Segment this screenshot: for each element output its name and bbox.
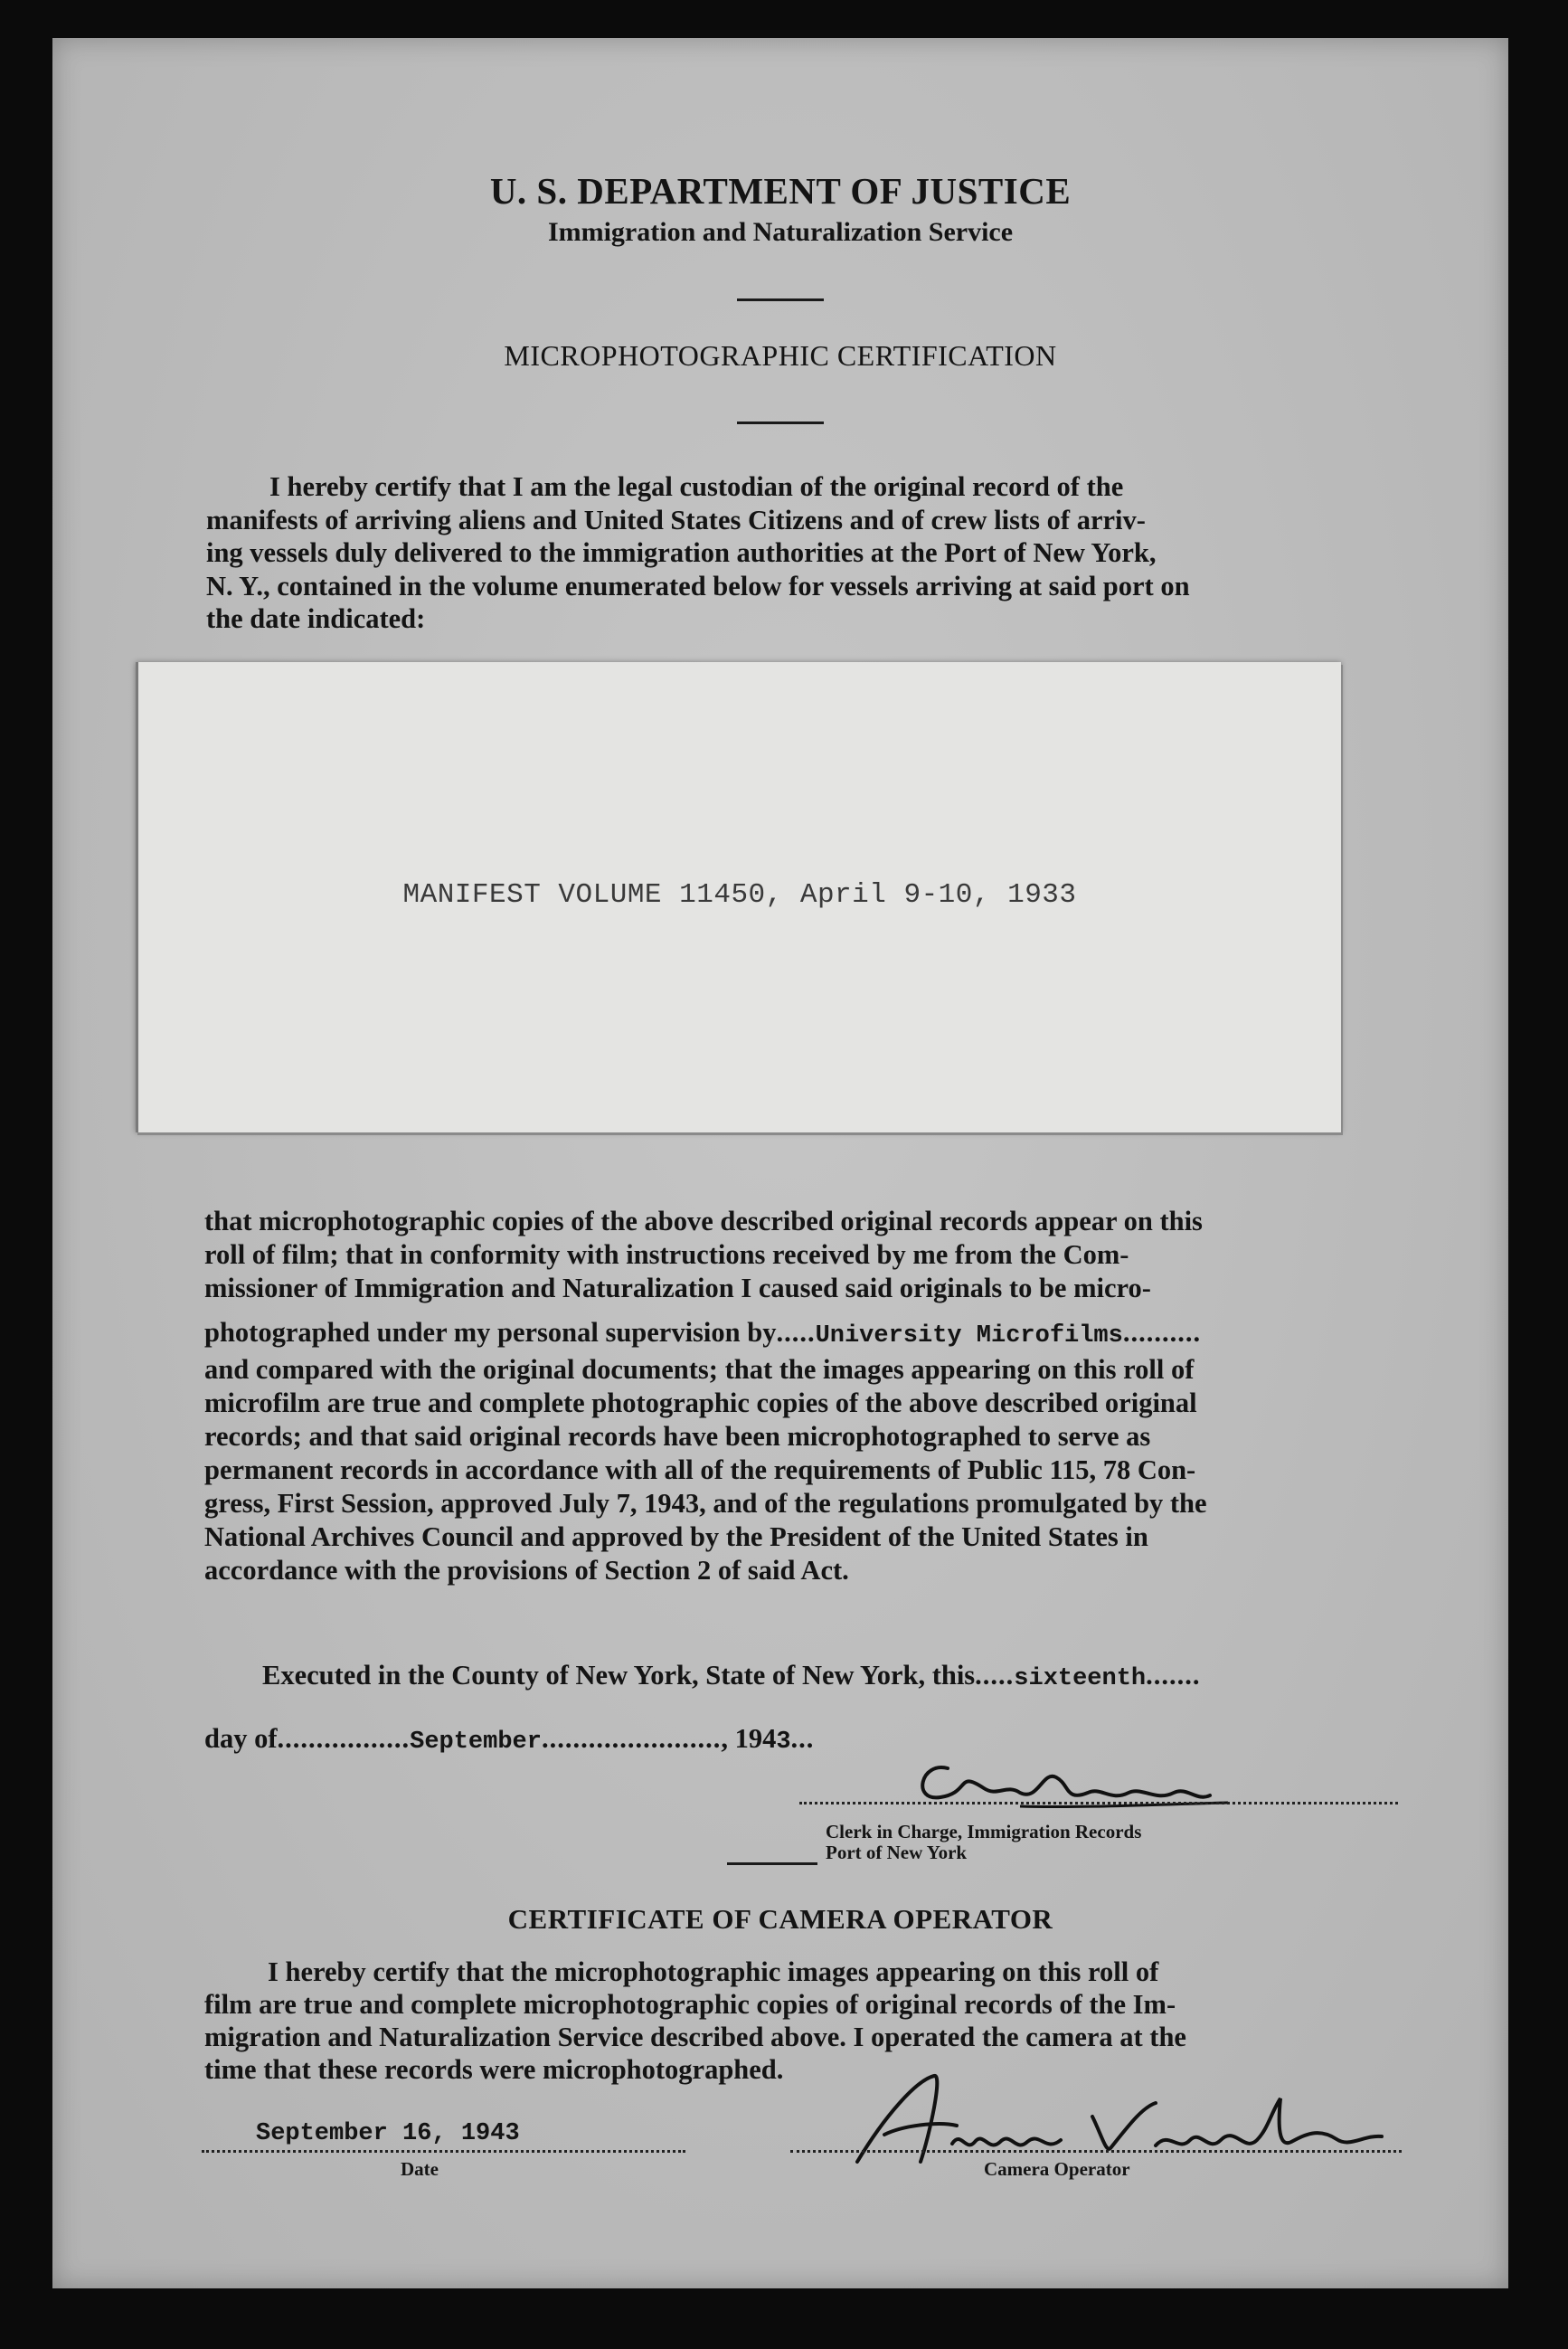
executed-line: Executed in the County of New York, State of New York, this.....sixteenth....... [262,1660,1201,1692]
intro-line: N. Y., contained in the volume enumerated below for vessels arriving at said port on [206,570,1190,601]
executed-day-field: sixteenth [1014,1665,1147,1692]
supervision-prefix: photographed under my personal supervision by [204,1317,777,1348]
date-field: September 16, 1943 [256,2120,520,2147]
body-line: that microphotographic copies of the above described original records appear on this [204,1206,1203,1236]
intro-line: I hereby certify that I am the legal custodian of the original record of the [269,471,1124,502]
clerk-signature-graphic [884,1752,1300,1824]
clerk-title-line-2: Port of New York [826,1842,968,1863]
body-line: permanent records in accordance with all of the requirements of Public 115, 78 Con- [204,1454,1196,1485]
clerk-signature [884,1752,1300,1824]
operator-signature-line [790,2150,1402,2153]
month-field: September [410,1729,542,1756]
intro-paragraph [206,470,1411,636]
title-divider [737,421,824,424]
intro-line: the date indicated: [206,603,426,634]
manifest-volume-text: MANIFEST VOLUME 11450, April 9-10, 1933 [402,879,1077,911]
manifest-card [136,662,1341,1132]
body-line: microfilm are true and complete photographic copies of the above described original [204,1388,1197,1418]
form-title: MICROPHOTOGRAPHIC CERTIFICATION [504,339,1057,372]
body-line: accordance with the provisions of Section 2 of said Act. [204,1555,849,1586]
body-line: roll of film; that in conformity with instructions received by me from the Com- [204,1239,1129,1270]
clerk-title-line-1: Clerk in Charge, Immigration Records [826,1821,1142,1842]
year-prefix: , 194 [721,1723,777,1754]
camera-line: time that these records were microphotographed. [204,2054,784,2085]
camera-certificate-title: CERTIFICATE OF CAMERA OPERATOR [507,1903,1053,1935]
clerk-signature-line [799,1802,1398,1804]
intro-line: manifests of arriving aliens and United States Citizens and of crew lists of arriv- [206,504,1146,535]
body-line: records; and that said original records have been microphotographed to serve as [204,1421,1151,1452]
supervision-name-field: University Microfilms [815,1322,1123,1350]
day-of-line: day of.................September......................., 1943... [204,1723,815,1756]
certificate-page [52,38,1508,2288]
body-line: and compared with the original documents; that the images appearing on this roll of [204,1354,1195,1385]
supervision-line: photographed under my personal supervision by.....University Microfilms.......... [204,1317,1202,1350]
operator-label: Camera Operator [984,2158,1130,2180]
section-divider [727,1862,817,1865]
executed-prefix: Executed in the County of New York, State of New York, this [262,1660,976,1691]
camera-line: migration and Naturalization Service described above. I operated the camera at the [204,2022,1186,2052]
body-paragraph [204,1205,1409,1587]
date-label: Date [401,2158,439,2180]
department-heading: U. S. DEPARTMENT OF JUSTICE [489,170,1072,212]
camera-line: I hereby certify that the microphotographic images appearing on this roll of [268,1956,1159,1987]
body-line: gress, First Session, approved July 7, 1943, and of the regulations promulgated by the [204,1488,1207,1519]
year-digit-field: 3 [776,1729,791,1756]
clerk-title [826,1822,1141,1863]
day-of-label: day of [204,1723,278,1754]
body-line: National Archives Council and approved by the President of the United States in [204,1521,1148,1552]
camera-line: film are true and complete microphotographic copies of original records of the Im- [204,1989,1176,2020]
service-subheading: Immigration and Naturalization Service [547,217,1014,247]
body-line: missioner of Immigration and Naturalization I caused said originals to be micro- [204,1273,1151,1303]
date-line [202,2150,685,2153]
heading-divider [737,298,824,301]
intro-line: ing vessels duly delivered to the immigration authorities at the Port of New York, [206,537,1157,568]
